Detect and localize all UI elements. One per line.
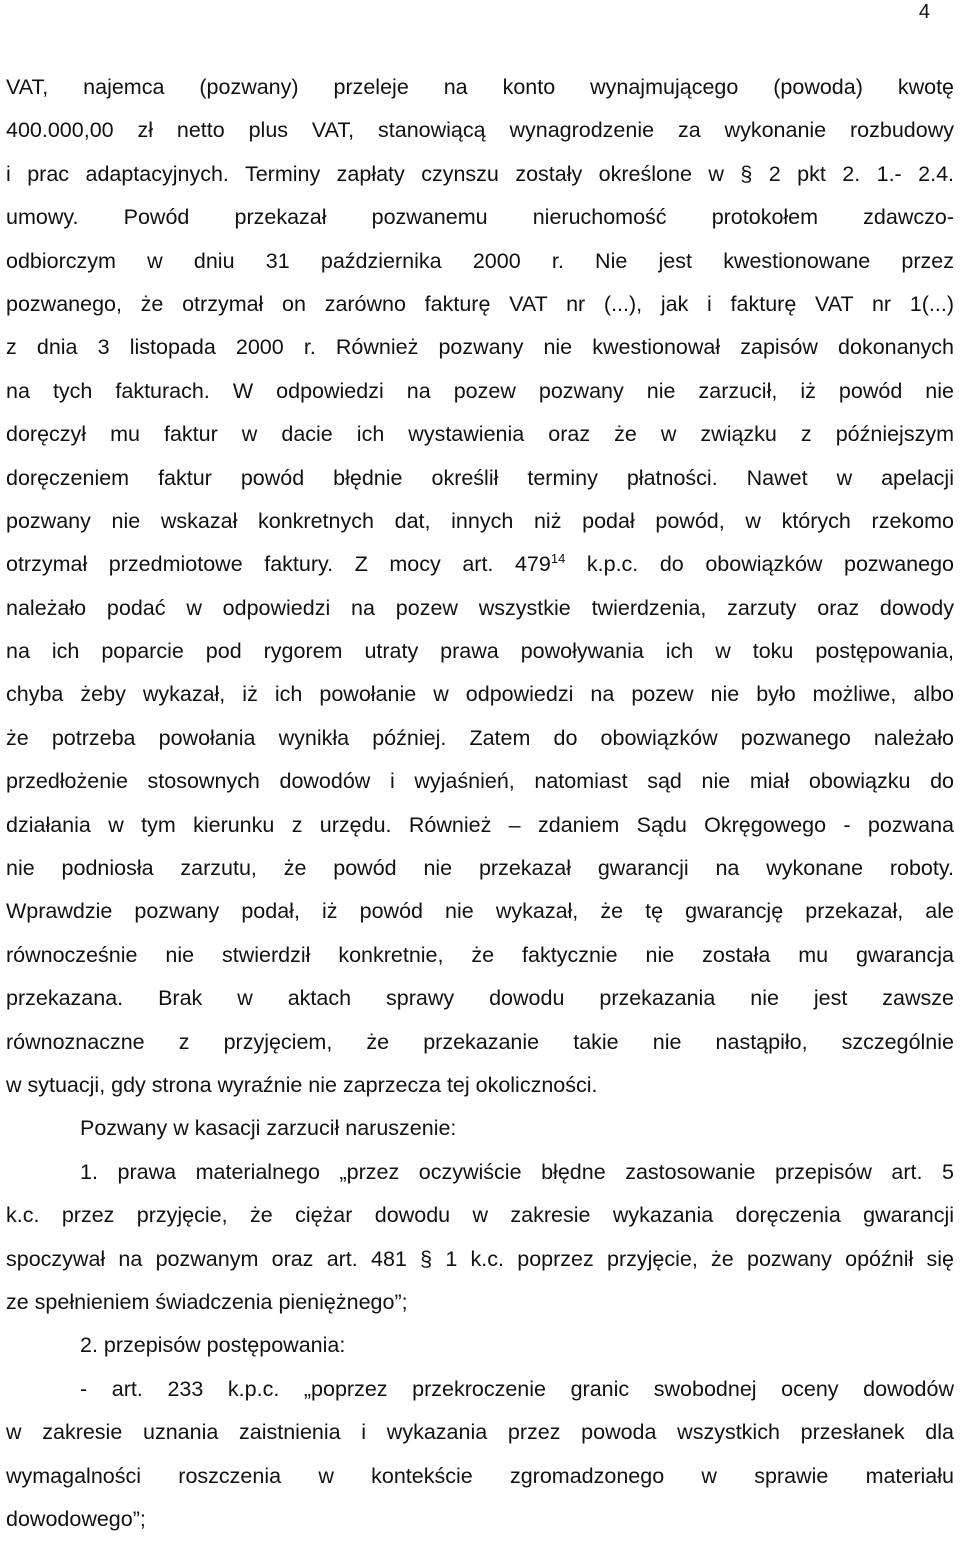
text-line: odbiorczym w dniu 31 października 2000 r. Nie jest kwestionowane przez xyxy=(6,248,954,273)
text-line: należało podać w odpowiedzi na pozew wszystkie twierdzenia, zarzuty oraz dowody xyxy=(6,595,954,620)
text-line: spoczywał na pozwanym oraz art. 481 § 1 k.c. poprzez przyjęcie, że pozwany opóźnił się xyxy=(6,1246,954,1271)
text-line: na ich poparcie pod rygorem utraty prawa powoływania ich w toku postępowania, xyxy=(6,639,954,664)
text-line: doręczył mu faktur w dacie ich wystawienia oraz że w związku z późniejszym xyxy=(6,422,954,447)
text-line: Pozwany w kasacji zarzucił naruszenie: xyxy=(80,1116,457,1141)
text-line: doręczeniem faktur powód błędnie określił terminy płatności. Nawet w apelacji xyxy=(6,465,954,490)
text-line: Wprawdzie pozwany podał, iż powód nie wykazał, że tę gwarancję przekazał, ale xyxy=(6,899,954,924)
text-line: w zakresie uznania zaistnienia i wykazania przez powoda wszystkich przesłanek dla xyxy=(6,1420,954,1445)
text-line: w sytuacji, gdy strona wyraźnie nie zaprzecza tej okoliczności. xyxy=(6,1072,598,1097)
text-line: VAT, najemca (pozwany) przeleje na konto wynajmującego (powoda) kwotę xyxy=(6,75,954,99)
document-body xyxy=(6,66,954,1541)
text-line: przekazana. Brak w aktach sprawy dowodu przekazania nie jest zawsze xyxy=(6,986,954,1011)
text-line: chyba żeby wykazał, iż ich powołanie w odpowiedzi na pozew nie było możliwe, albo xyxy=(6,682,954,707)
text-line: na tych fakturach. W odpowiedzi na pozew pozwany nie zarzucił, iż powód nie xyxy=(6,378,954,403)
text-line: 2. przepisów postępowania: xyxy=(80,1333,346,1358)
text-line: przedłożenie stosownych dowodów i wyjaśnień, natomiast sąd nie miał obowiązku do xyxy=(6,769,954,794)
text-line: że potrzeba powołania wynikła później. Zatem do obowiązków pozwanego należało xyxy=(6,725,954,750)
text-line: równocześnie nie stwierdził konkretnie, że faktycznie nie została mu gwarancja xyxy=(6,942,954,967)
text-line-with-superscript xyxy=(6,543,954,586)
text-line: dowodowego”; xyxy=(6,1506,146,1531)
text-line: z dnia 3 listopada 2000 r. Również pozwany nie kwestionował zapisów dokonanych xyxy=(6,335,954,360)
text-line: wymagalności roszczenia w kontekście zgromadzonego w sprawie materiału xyxy=(6,1463,954,1488)
text-line: - art. 233 k.p.c. „poprzez przekroczenie granic swobodnej oceny dowodów xyxy=(80,1376,954,1401)
text-line: pozwanego, że otrzymał on zarówno fakturę VAT nr (...), jak i fakturę VAT nr 1(...) xyxy=(6,291,954,316)
text-line: i prac adaptacyjnych. Terminy zapłaty czynszu zostały określone w § 2 pkt 2. 1.- 2.4. xyxy=(6,161,954,186)
text-segment: k.p.c. do obowiązków pozwanego xyxy=(586,552,954,577)
text-line: 1. prawa materialnego „przez oczywiście błędne zastosowanie przepisów art. 5 xyxy=(80,1159,954,1184)
text-line: równoznaczne z przyjęciem, że przekazanie takie nie nastąpiło, szczególnie xyxy=(6,1029,954,1054)
superscript: 14 xyxy=(550,551,566,567)
text-segment: otrzymał przedmiotowe faktury. Z mocy art. 479 xyxy=(6,552,551,577)
text-line: pozwany nie wskazał konkretnych dat, innych niż podał powód, w których rzekomo xyxy=(6,508,954,533)
text-line: umowy. Powód przekazał pozwanemu nieruchomość protokołem zdawczo- xyxy=(6,205,954,230)
text-line: działania w tym kierunku z urzędu. Również – zdaniem Sądu Okręgowego - pozwana xyxy=(6,812,954,837)
text-line: 400.000,00 zł netto plus VAT, stanowiącą wynagrodzenie za wykonanie rozbudowy xyxy=(6,118,954,143)
text-line: nie podniosła zarzutu, że powód nie przekazał gwarancji na wykonane roboty. xyxy=(6,856,954,881)
text-line: ze spełnieniem świadczenia pieniężnego”; xyxy=(6,1289,408,1314)
page-number: 4 xyxy=(918,1,930,23)
text-line: k.c. przez przyjęcie, że ciężar dowodu w zakresie wykazania doręczenia gwarancji xyxy=(6,1203,954,1228)
